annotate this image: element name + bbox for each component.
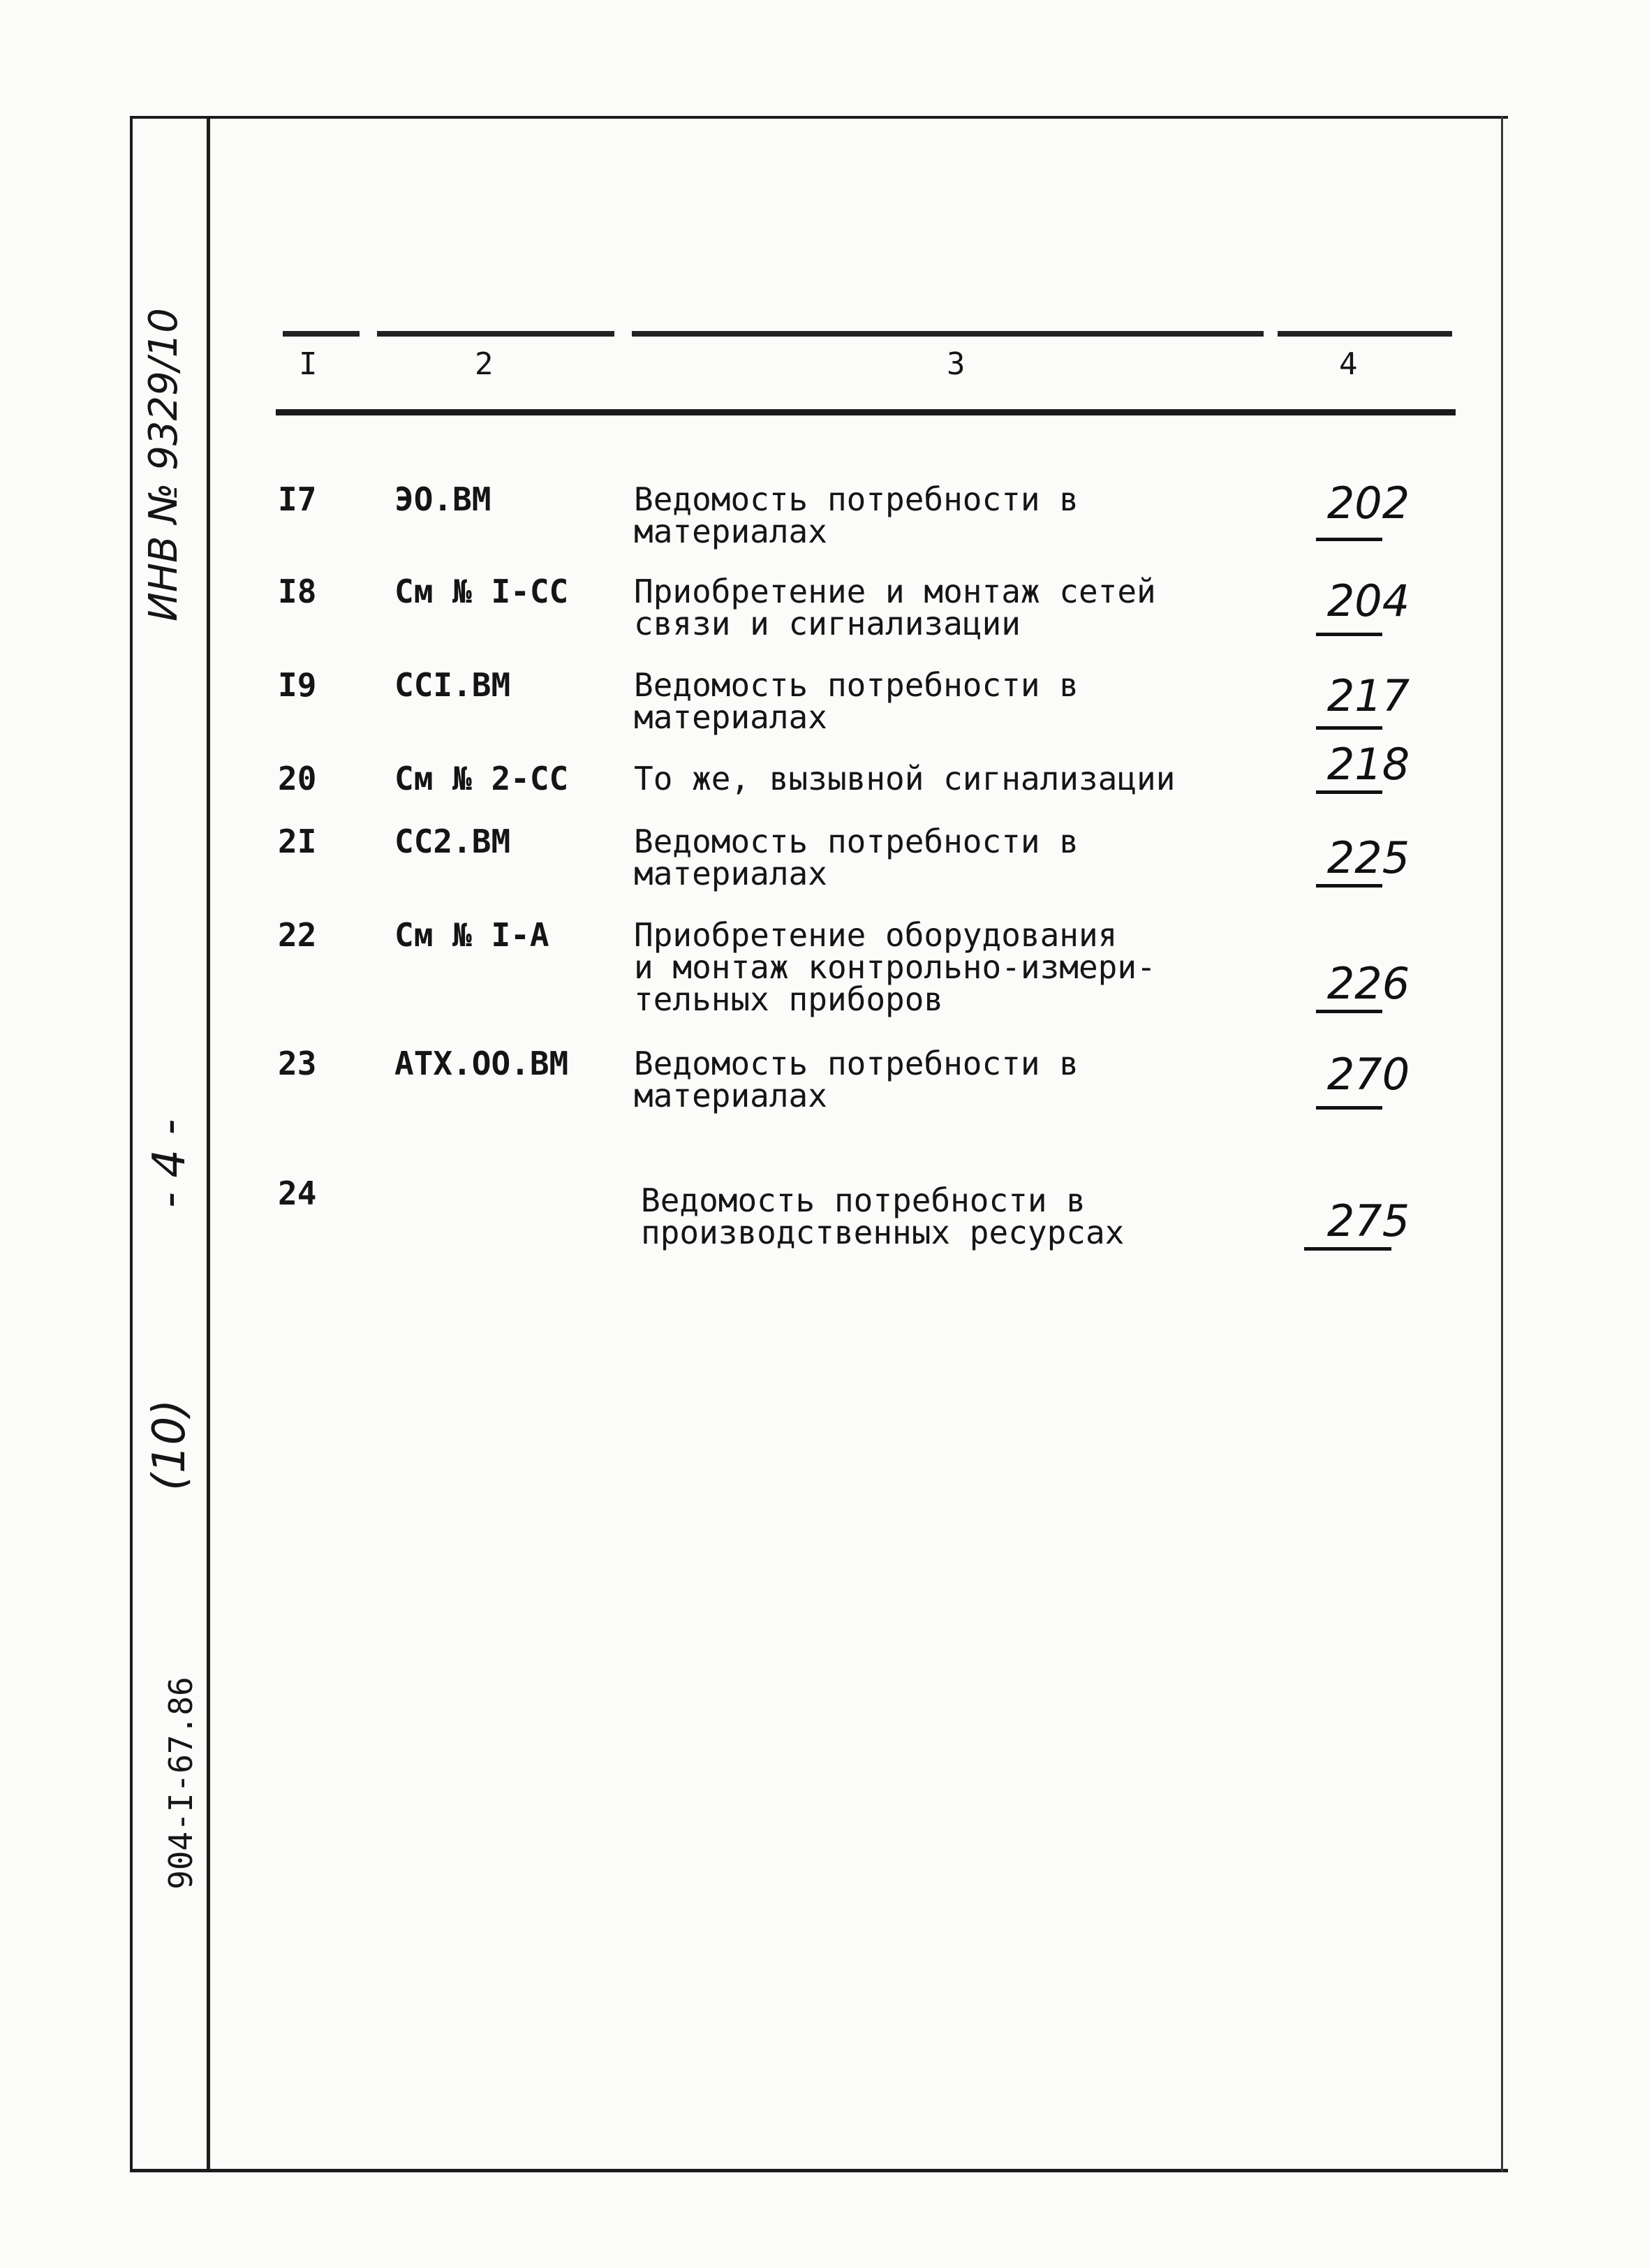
row-code: См № I-СС: [394, 573, 569, 610]
header-dash-col2: [377, 331, 614, 337]
frame-bottom-line: [131, 2169, 1508, 2172]
page-underline: [1316, 1106, 1382, 1110]
header-col2: 2: [475, 346, 494, 382]
row-number: 24: [278, 1174, 317, 1212]
sheet-reference: (10): [144, 1399, 195, 1491]
header-dash-col3: [632, 331, 1264, 337]
inventory-number: ИНВ № 9329/10: [141, 308, 186, 621]
header-dash-col1: [283, 331, 360, 337]
row-number: 23: [278, 1045, 317, 1082]
row-description: Ведомость потребности в материалах: [634, 823, 1079, 892]
row-description: Ведомость потребности в материалах: [634, 1045, 1079, 1114]
row-code: ЭО.ВМ: [394, 480, 491, 518]
row-code: ССI.ВМ: [394, 666, 511, 704]
row-code: См № 2-СС: [394, 760, 569, 797]
page-underline: [1304, 1247, 1391, 1251]
document-code: 904-I-67.86: [162, 1677, 200, 1890]
frame-left-outer-line: [130, 116, 133, 2172]
row-description: То же, вызывной сигнализации: [634, 760, 1176, 797]
row-description: Ведомость потребности в материалах: [634, 666, 1079, 736]
row-description: Приобретение оборудования и монтаж контрольно-измери- тельных приборов: [634, 916, 1156, 1018]
row-page-number: 204: [1326, 575, 1410, 626]
header-rule: [276, 409, 1456, 415]
row-code: СС2.ВМ: [394, 823, 511, 860]
page-underline: [1316, 884, 1382, 888]
row-page-number: 217: [1326, 670, 1410, 721]
header-dash-col4: [1278, 331, 1452, 337]
row-page-number: 226: [1326, 958, 1410, 1009]
page-underline: [1316, 538, 1382, 541]
row-code: См № I-А: [394, 916, 549, 954]
frame-left-inner-line: [207, 116, 210, 2172]
row-page-number: 275: [1326, 1195, 1410, 1246]
row-code: АТХ.ОО.ВМ: [394, 1045, 569, 1082]
row-description: Приобретение и монтаж сетей связи и сигнализации: [634, 573, 1156, 642]
header-col3: 3: [947, 346, 966, 382]
row-number: 22: [278, 916, 317, 954]
row-number: 20: [278, 760, 317, 797]
row-number: 2I: [278, 823, 317, 860]
row-page-number: 218: [1326, 739, 1410, 790]
header-col4: 4: [1339, 346, 1358, 382]
row-description: Ведомость потребности в производственных ресурсах: [641, 1181, 1125, 1251]
page-underline: [1316, 726, 1382, 730]
page-underline: [1316, 1010, 1382, 1013]
header-col1: I: [299, 346, 318, 382]
row-number: I8: [278, 573, 317, 610]
frame-top-line: [131, 116, 1508, 119]
page-underline: [1316, 633, 1382, 636]
row-page-number: 270: [1326, 1049, 1410, 1100]
row-page-number: 225: [1326, 832, 1410, 883]
page-marker: - 4 -: [144, 1119, 195, 1208]
row-page-number: 202: [1326, 478, 1410, 529]
row-number: I7: [278, 480, 317, 518]
frame-right-line: [1501, 116, 1503, 2172]
row-description: Ведомость потребности в материалах: [634, 480, 1079, 550]
row-number: I9: [278, 666, 317, 704]
page-underline: [1316, 790, 1382, 794]
